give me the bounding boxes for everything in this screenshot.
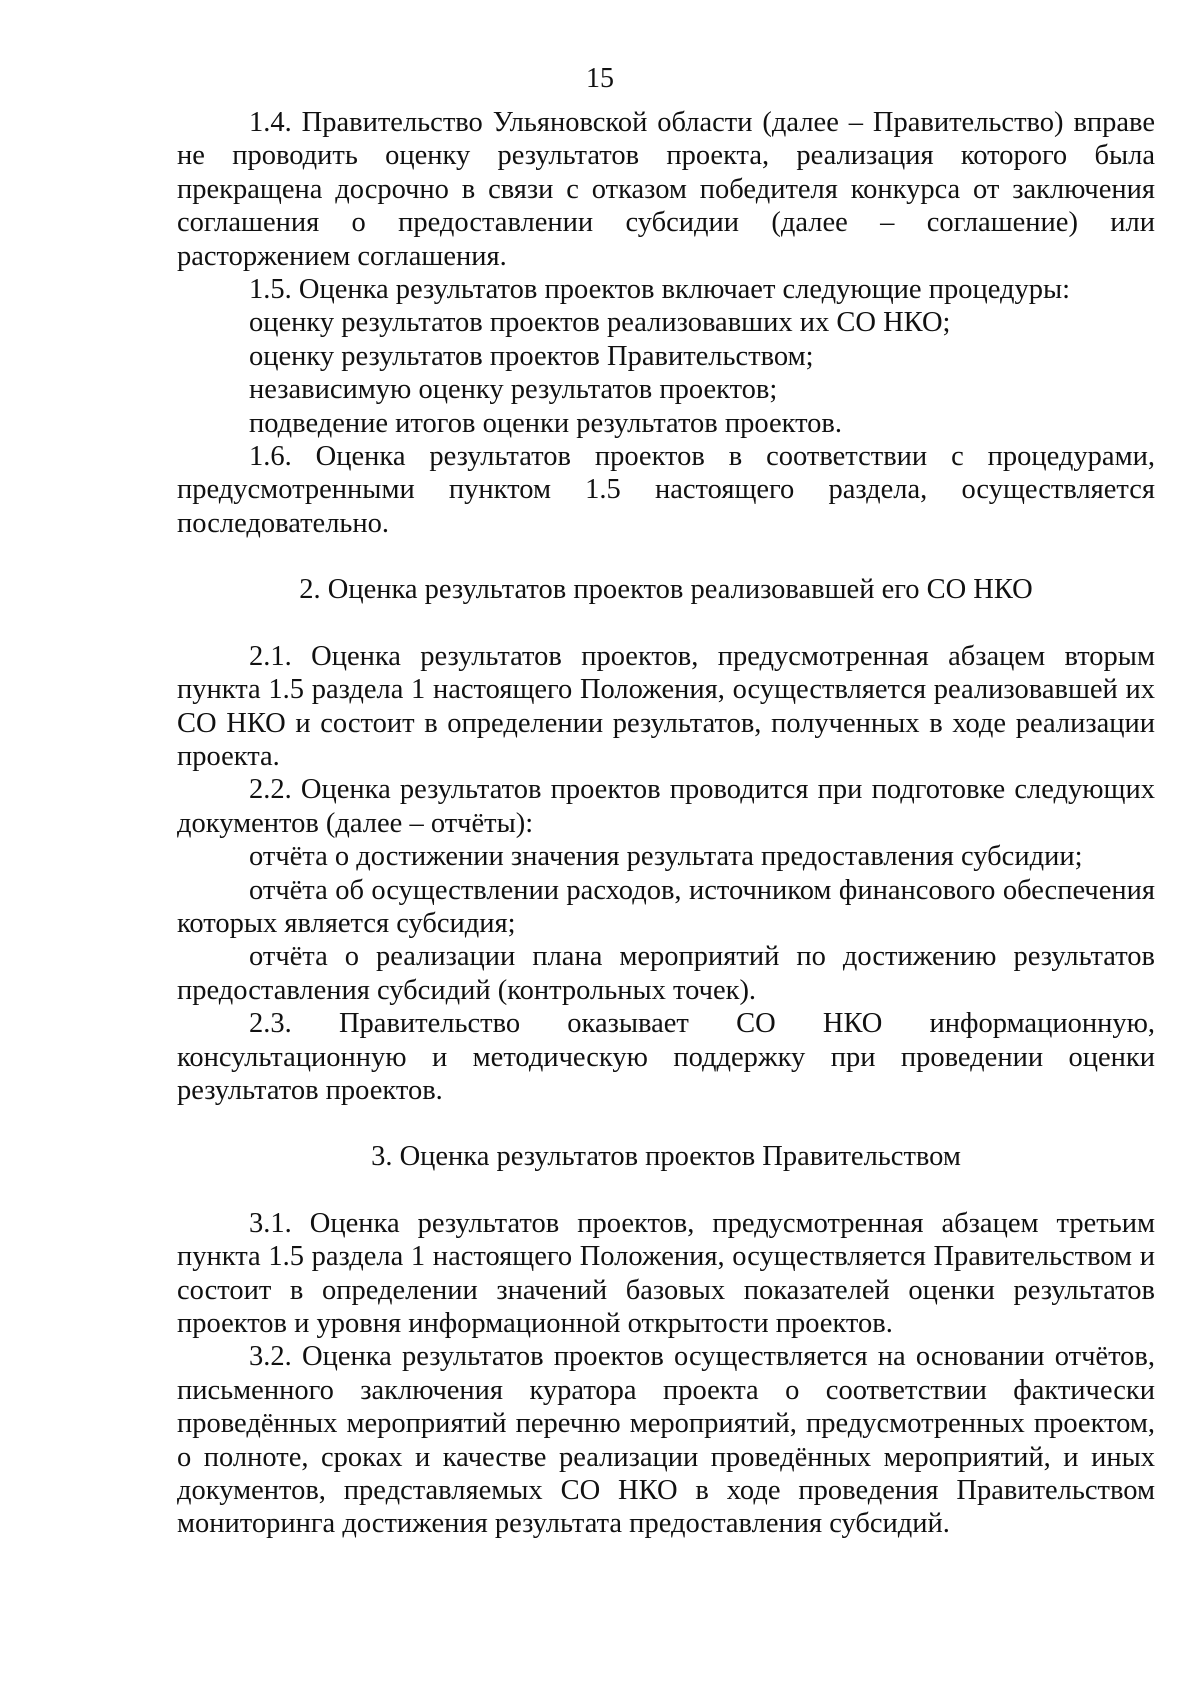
paragraph-3-2: 3.2. Оценка результатов проектов осуществляется на основании отчётов, письменного заключения куратора проекта о соответствии фактически проведённых мероприятий перечню мероприятий, предусмотренных проектом, о полноте, сроках и качестве реализации проведённых мероприятий, и иных документов, представляемых СО НКО в ходе проведения Правительством мониторинга достижения результата предоставления субсидий.: [177, 1341, 1155, 1540]
list-item: отчёта об осуществлении расходов, источником финансового обеспечения которых является субсидия;: [177, 874, 1155, 939]
list-item: отчёта о реализации плана мероприятий по достижению результатов предоставления субсидий (контрольных точек).: [177, 941, 1155, 1006]
list-item: отчёта о достижении значения результата предоставления субсидии;: [249, 841, 1083, 873]
document-body: [177, 106, 1155, 1541]
list-item: оценку результатов проектов реализовавших их СО НКО;: [249, 307, 951, 339]
paragraph-2-2: 2.2. Оценка результатов проектов проводится при подготовке следующих документов (далее – отчёты):: [177, 774, 1155, 839]
paragraph-1-4: 1.4. Правительство Ульяновской области (далее – Правительство) вправе не проводить оценку результатов проекта, реализация которого была прекращена досрочно в связи с отказом победителя конкурса от заключения соглашения о предоставлении субсидии (далее – соглашение) или расторжением соглашения.: [177, 107, 1155, 272]
paragraph-1-5: 1.5. Оценка результатов проектов включает следующие процедуры:: [249, 274, 1071, 306]
paragraph-1-6: 1.6. Оценка результатов проектов в соответствии с процедурами, предусмотренными пунктом 1.5 настоящего раздела, осуществляется последовательно.: [177, 441, 1155, 539]
list-item: независимую оценку результатов проектов;: [249, 374, 778, 406]
page-number: 15: [586, 63, 614, 94]
list-item: оценку результатов проектов Правительством;: [249, 340, 814, 372]
paragraph-2-3: 2.3. Правительство оказывает СО НКО информационную, консультационную и методическую поддержку при проведении оценки результатов проектов.: [177, 1008, 1155, 1106]
list-item: подведение итогов оценки результатов проектов.: [249, 407, 842, 439]
paragraph-3-1: 3.1. Оценка результатов проектов, предусмотренная абзацем третьим пункта 1.5 раздела 1 настоящего Положения, осуществляется Правительством и состоит в определении значений базовых показателей оценки результатов проектов и уровня информационной открытости проектов.: [177, 1207, 1155, 1339]
paragraph-2-1: 2.1. Оценка результатов проектов, предусмотренная абзацем вторым пункта 1.5 раздела 1 настоящего Положения, осуществляется реализовавшей их СО НКО и состоит в определении результатов, полученных в ходе реализации проекта.: [177, 640, 1155, 772]
section-heading-2: 2. Оценка результатов проектов реализовавшей его СО НКО: [299, 574, 1033, 606]
section-heading-3: 3. Оценка результатов проектов Правительством: [371, 1141, 961, 1173]
